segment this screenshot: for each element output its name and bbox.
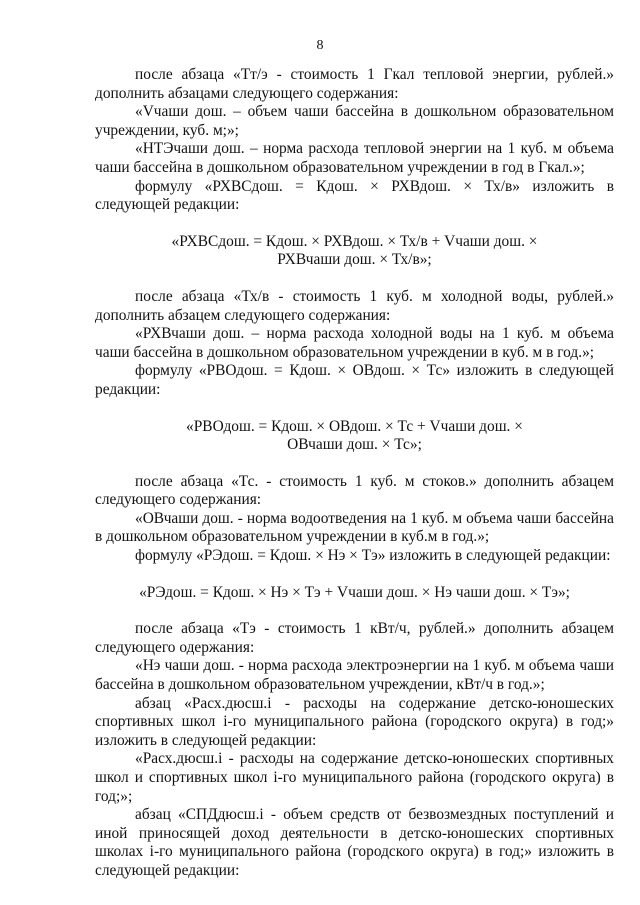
formula-rhvs bbox=[95, 233, 614, 270]
paragraph: «Расх.дюсш.i - расходы на содержание детско-юношеских спортивных школ и спортивных школ i-го муниципального района (городского округа) в год;»; bbox=[95, 750, 614, 805]
paragraph: «НТЭчаши дош. – норма расхода тепловой энергии на 1 куб. м объема чаши бассейна в дошкольном образовательном учреждении в год в Гкал.»; bbox=[95, 140, 614, 176]
paragraph: «Vчаши дош. – объем чаши бассейна в дошкольном образовательном учреждении, куб. м;»; bbox=[95, 103, 614, 139]
paragraph: абзац «СПДдюсш.i - объем средств от безвозмездных поступлений и иной приносящей доход деятельности в детско-юношеских спортивных школах i-го муниципального района (городского округа) в год;» изложить в следующей редакции: bbox=[95, 806, 614, 879]
formula-line: «РВОдош. = Кдош. × ОВдош. × Тс + Vчаши дош. × bbox=[186, 417, 523, 435]
paragraph: формулу «РХВСдош. = Кдош. × РХВдош. × Тх/в» изложить в следующей редакции: bbox=[95, 177, 614, 214]
formula-line: «РЭдош. = Кдош. × Нэ × Тэ + Vчаши дош. × Нэ чаши дош. × Тэ»; bbox=[139, 583, 570, 601]
paragraph: «ОВчаши дош. - норма водоотведения на 1 куб. м объема чаши бассейна в дошкольном образовательном учреждении в куб.м в год.»; bbox=[95, 509, 614, 546]
formula-line: ОВчаши дош. × Тс»; bbox=[287, 436, 422, 454]
paragraph: после абзаца «Тт/э - стоимость 1 Гкал тепловой энергии, рублей.» дополнить абзацами следующего содержания: bbox=[95, 66, 614, 102]
page-number: 8 bbox=[316, 38, 324, 53]
paragraph: после абзаца «Тс. - стоимость 1 куб. м стоков.» дополнить абзацем следующего содержания: bbox=[95, 472, 614, 509]
formula-line: «РХВСдош. = Кдош. × РХВдош. × Тх/в + Vчаши дош. × bbox=[171, 232, 538, 250]
paragraph: абзац «Расх.дюсш.i - расходы на содержание детско-юношеских спортивных школ i-го муниципального района (городского округа) в год;» изложить в следующей редакции: bbox=[95, 694, 614, 749]
paragraph: формулу «РВОдош. = Кдош. × ОВдош. × Тс» изложить в следующей редакции: bbox=[95, 362, 614, 398]
paragraph: «Нэ чаши дош. - норма расхода электроэнергии на 1 куб. м объема чаши бассейна в дошкольном образовательном учреждении, кВт/ч в год.»; bbox=[95, 657, 614, 694]
paragraph: формулу «РЭдош. = Кдош. × Нэ × Тэ» изложить в следующей редакции: bbox=[135, 547, 611, 565]
document-body bbox=[95, 66, 614, 881]
paragraph: после абзаца «Тх/в - стоимость 1 куб. м холодной воды, рублей.» дополнить абзацем следующего содержания: bbox=[95, 287, 614, 324]
formula-line: РХВчаши дош. × Тх/в»; bbox=[277, 251, 432, 269]
formula-re bbox=[95, 584, 614, 603]
paragraph: «РХВчаши дош. – норма расхода холодной воды на 1 куб. м объема чаши бассейна в дошкольном образовательном учреждении в куб. м в год.»; bbox=[95, 325, 614, 361]
formula-rvo bbox=[95, 418, 614, 455]
paragraph: после абзаца «Тэ - стоимость 1 кВт/ч, рублей.» дополнить абзацем следующего одержания: bbox=[95, 620, 614, 656]
